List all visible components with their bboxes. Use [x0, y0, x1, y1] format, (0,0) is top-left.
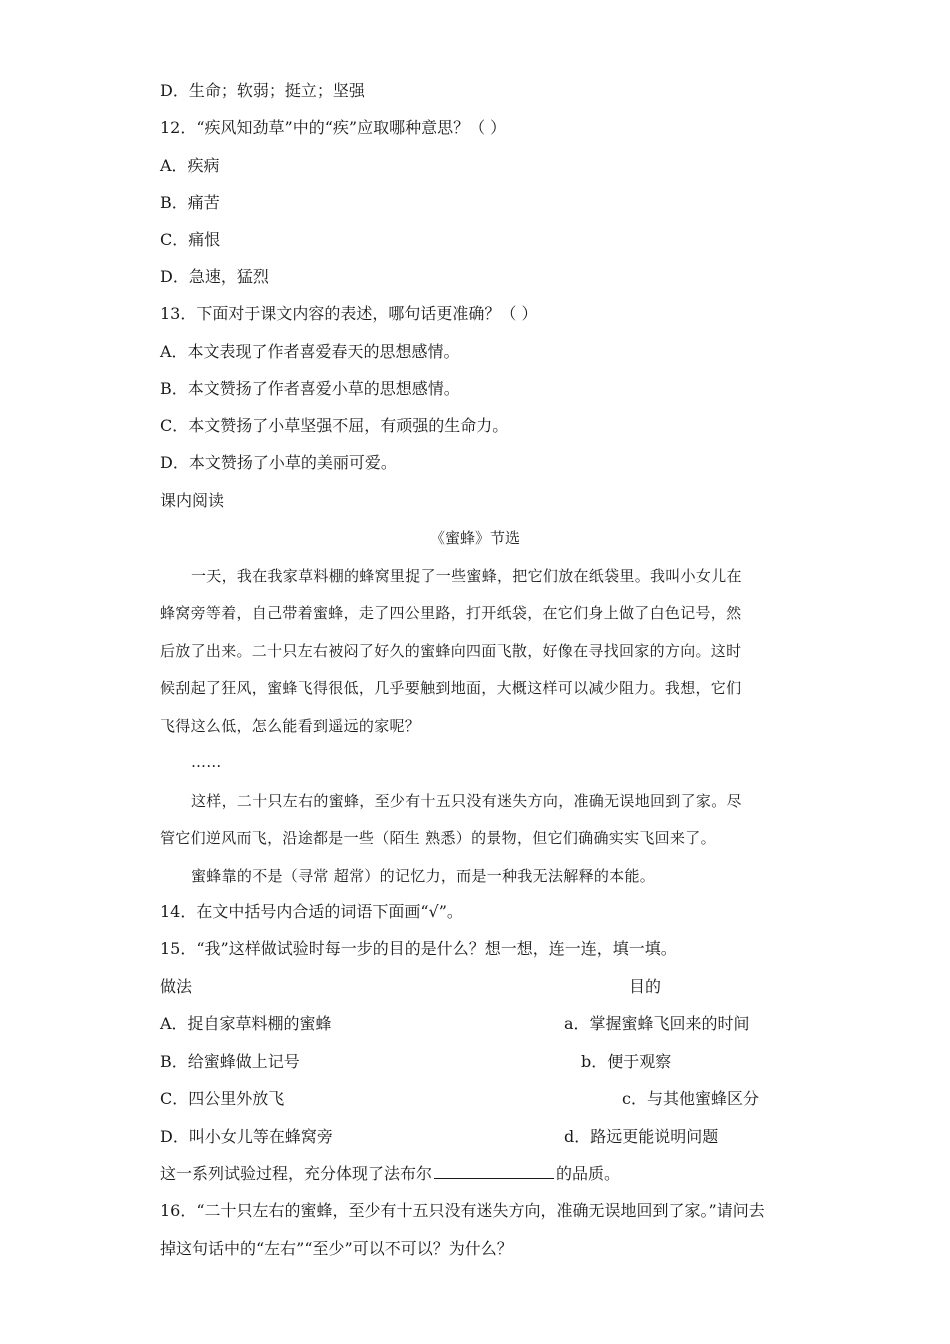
passage-ellipsis: …… — [191, 753, 222, 771]
q15-left-item-a: A．捉自家草料棚的蜜蜂 — [160, 1014, 332, 1033]
q12-question: 12．“疾风知劲草”中的“疾”应取哪种意思？（ ） — [160, 118, 507, 137]
q12-option-a: A．疾病 — [160, 156, 220, 175]
passage-line: 后放了出来。二十只左右被闷了好久的蜜蜂向四面飞散，好像在寻找回家的方向。这时 — [160, 642, 742, 660]
q11-option-d: D．生命；软弱；挺立；坚强 — [160, 81, 365, 100]
q13-option-a: A．本文表现了作者喜爱春天的思想感情。 — [160, 342, 460, 361]
q12-option-d: D．急速，猛烈 — [160, 267, 269, 286]
passage-line: 飞得这么低，怎么能看到遥远的家呢？ — [160, 717, 421, 735]
q15-answer-blank[interactable] — [434, 1164, 554, 1179]
q15-right-item-b: b．便于观察 — [581, 1052, 672, 1071]
passage-title: 《蜜蜂》节选 — [429, 529, 520, 547]
q14-question: 14．在文中括号内合适的词语下面画“√”。 — [160, 902, 463, 921]
q15-left-item-c: C．四公里外放飞 — [160, 1089, 285, 1108]
q15-fill-line — [160, 1164, 620, 1184]
q13-question: 13．下面对于课文内容的表述，哪句话更准确？（ ） — [160, 304, 538, 323]
passage-line: 候刮起了狂风，蜜蜂飞得很低，几乎要触到地面，大概这样可以减少阻力。我想，它们 — [160, 679, 742, 697]
q12-option-b: B．痛苦 — [160, 193, 220, 212]
q16-question-line2: 掉这句话中的“左右”“至少”可以不可以？为什么？ — [160, 1239, 513, 1258]
q15-left-item-b: B．给蜜蜂做上记号 — [160, 1052, 300, 1071]
q15-fill-prefix: 这一系列试验过程，充分体现了法布尔 — [160, 1164, 433, 1183]
passage-line: 这样，二十只左右的蜜蜂，至少有十五只没有迷失方向，准确无误地回到了家。尽 — [191, 792, 742, 810]
q15-fill-suffix: 的品质。 — [556, 1164, 621, 1183]
q12-option-c: C．痛恨 — [160, 230, 221, 249]
q15-right-item-c: c．与其他蜜蜂区分 — [622, 1089, 759, 1108]
q16-question-line1: 16．“二十只左右的蜜蜂，至少有十五只没有迷失方向，准确无误地回到了家。”请问去 — [160, 1201, 765, 1220]
q15-question: 15．“我”这样做试验时每一步的目的是什么？想一想，连一连，填一填。 — [160, 939, 677, 958]
passage-line: 蜜蜂靠的不是（寻常 超常）的记忆力，而是一种我无法解释的本能。 — [191, 867, 656, 885]
q15-left-item-d: D．叫小女儿等在蜂窝旁 — [160, 1127, 333, 1146]
q15-right-header: 目的 — [629, 977, 662, 996]
q15-left-header: 做法 — [160, 977, 193, 996]
q13-option-b: B．本文赞扬了作者喜爱小草的思想感情。 — [160, 379, 460, 398]
passage-line: 管它们逆风而飞，沿途都是一些（陌生 熟悉）的景物，但它们确确实实飞回来了。 — [160, 829, 716, 847]
section-label: 课内阅读 — [160, 491, 225, 510]
q13-option-c: C．本文赞扬了小草坚强不屈，有顽强的生命力。 — [160, 416, 509, 435]
q15-right-item-d: d．路远更能说明问题 — [564, 1127, 719, 1146]
passage-line: 蜂窝旁等着，自己带着蜜蜂，走了四公里路，打开纸袋，在它们身上做了白色记号，然 — [160, 604, 742, 622]
passage-line: 一天，我在我家草料棚的蜂窝里捉了一些蜜蜂，把它们放在纸袋里。我叫小女儿在 — [191, 567, 742, 585]
q15-right-item-a: a．掌握蜜蜂飞回来的时间 — [564, 1014, 750, 1033]
q13-option-d: D．本文赞扬了小草的美丽可爱。 — [160, 453, 397, 472]
